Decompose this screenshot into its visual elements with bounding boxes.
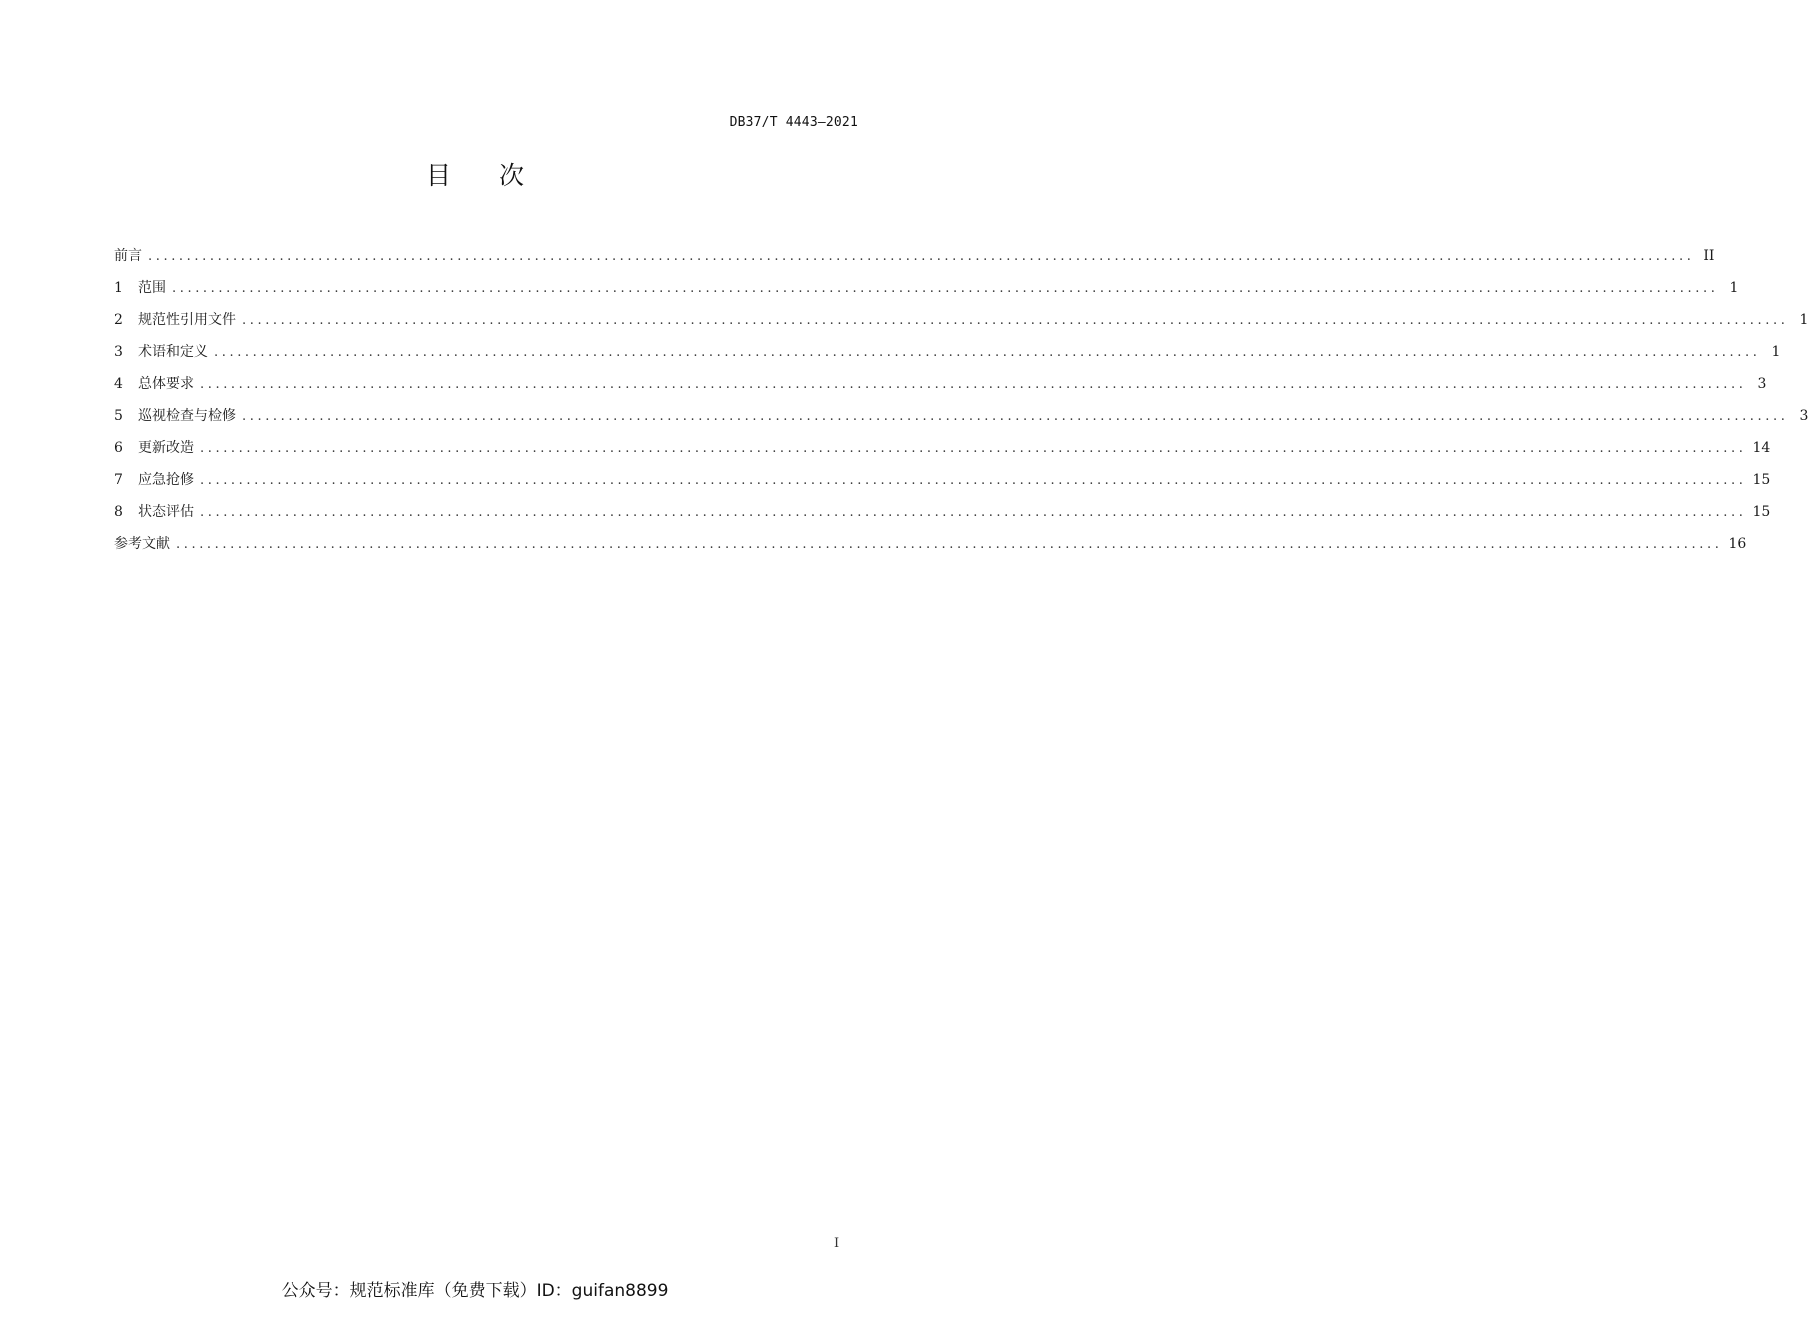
toc-dot-leader: ........................................................................................................................................................................................................ xyxy=(172,281,1719,296)
toc-entry[interactable] xyxy=(114,246,1715,278)
title-char-2: 次 xyxy=(499,161,573,190)
footer-page-number: I xyxy=(834,1236,840,1251)
toc-entry-number: 5 xyxy=(114,408,123,424)
toc-entry[interactable] xyxy=(114,470,1771,502)
toc-entry-label: 总体要求 xyxy=(138,376,194,392)
toc-entry-number: 4 xyxy=(114,376,123,392)
toc-dot-leader: ........................................................................................................................................................................................................ xyxy=(200,441,1747,456)
standard-code: DB37/T 4443—2021 xyxy=(729,115,858,130)
toc-entry-page: 15 xyxy=(1752,472,1771,488)
toc-entry-number: 3 xyxy=(114,344,123,360)
toc-entry-page: 3 xyxy=(1757,376,1767,392)
toc-entry[interactable] xyxy=(114,374,1767,406)
toc-dot-leader: ........................................................................................................................................................................................................ xyxy=(200,505,1747,520)
toc-entry-page: 1 xyxy=(1771,344,1781,360)
toc-entry-page: 1 xyxy=(1799,312,1808,328)
toc-entry-number: 1 xyxy=(114,280,123,296)
toc-entry-label: 状态评估 xyxy=(138,504,194,520)
toc-entry-page: 1 xyxy=(1729,280,1739,296)
toc-entry[interactable] xyxy=(114,310,1808,342)
toc-entry-label: 规范性引用文件 xyxy=(138,312,236,328)
toc-entry-label: 术语和定义 xyxy=(138,344,208,360)
toc-entry-label: 巡视检查与检修 xyxy=(138,408,236,424)
toc-entry-label: 参考文献 xyxy=(114,536,170,552)
toc-entry-number: 6 xyxy=(114,440,123,456)
watermark-text: 公众号：规范标准库（免费下载）ID：guifan8899 xyxy=(281,1281,669,1301)
toc-dot-leader: ........................................................................................................................................................................................................ xyxy=(200,473,1747,488)
title-char-1: 目 xyxy=(425,161,499,190)
toc-entry[interactable] xyxy=(114,342,1781,374)
toc-entry-label: 前言 xyxy=(114,248,142,264)
toc-entry[interactable] xyxy=(114,534,1747,566)
toc-entry-number: 8 xyxy=(114,504,123,520)
page-title xyxy=(0,156,950,192)
toc-entry-page: 14 xyxy=(1752,440,1771,456)
toc-dot-leader: ........................................................................................................................................................................................................ xyxy=(200,377,1747,392)
toc-dot-leader: ........................................................................................................................................................................................................ xyxy=(242,409,1789,424)
toc-entry-page: II xyxy=(1703,248,1715,264)
toc-entry-page: 15 xyxy=(1752,504,1771,520)
toc-entry-number: 2 xyxy=(114,312,123,328)
toc-entry-label: 应急抢修 xyxy=(138,472,194,488)
toc-dot-leader: ........................................................................................................................................................................................................ xyxy=(176,537,1723,552)
toc-dot-leader: ........................................................................................................................................................................................................ xyxy=(242,313,1789,328)
toc-entry[interactable] xyxy=(114,502,1771,534)
table-of-contents xyxy=(114,246,1808,566)
toc-entry-number: 7 xyxy=(114,472,123,488)
toc-entry[interactable] xyxy=(114,278,1739,310)
toc-entry-page: 16 xyxy=(1728,536,1747,552)
toc-entry-label: 范围 xyxy=(138,280,166,296)
toc-entry-page: 3 xyxy=(1799,408,1808,424)
toc-dot-leader: ........................................................................................................................................................................................................ xyxy=(148,249,1695,264)
toc-entry[interactable] xyxy=(114,438,1771,470)
toc-entry-label: 更新改造 xyxy=(138,440,194,456)
toc-entry[interactable] xyxy=(114,406,1808,438)
toc-dot-leader: ........................................................................................................................................................................................................ xyxy=(214,345,1761,360)
